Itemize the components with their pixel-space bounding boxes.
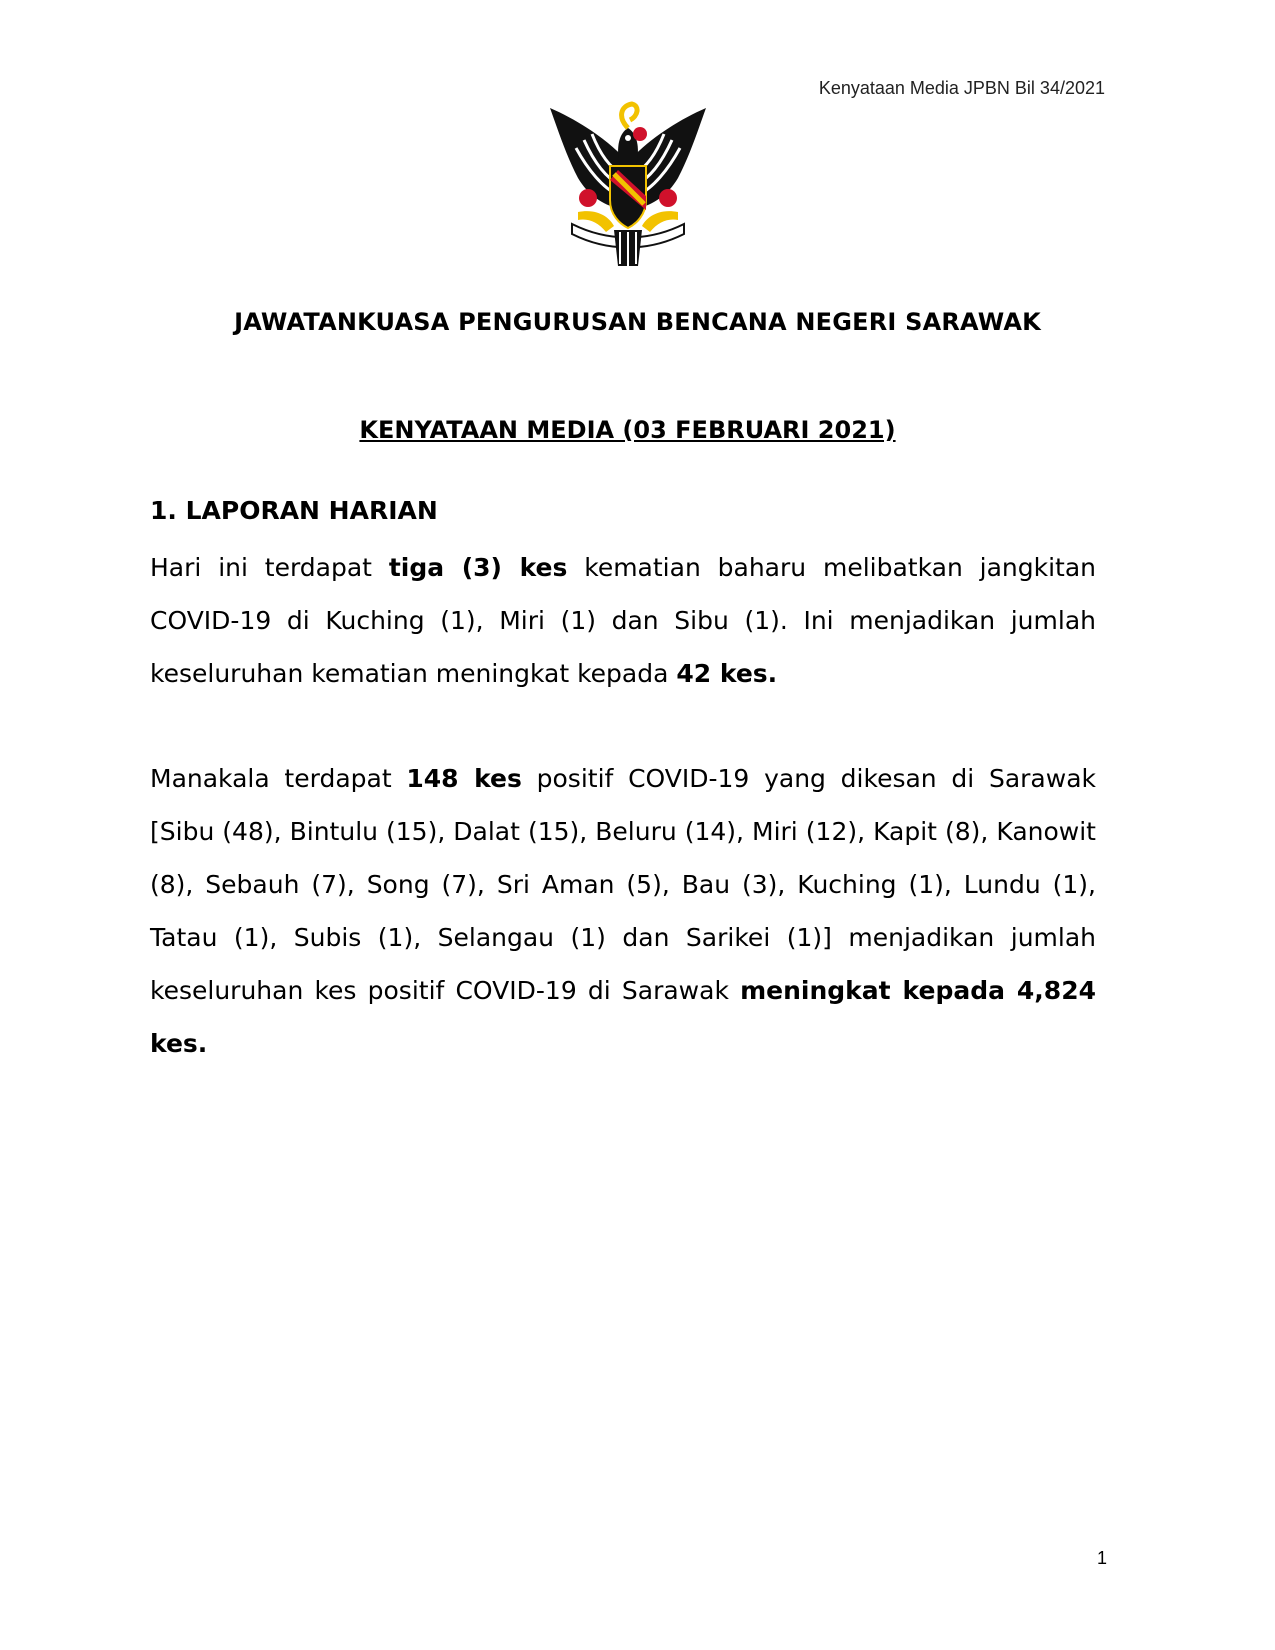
section-heading: 1. LAPORAN HARIAN [150, 496, 438, 525]
text-segment: kematian baharu melibatkan jangkitan COVID-19 di Kuching (1), Miri (1) dan Sibu (1). Ini menjadikan jumlah keseluruhan kematian meningkat kepada [150, 553, 1097, 688]
page-number: 1 [1096, 1548, 1107, 1568]
sarawak-coat-of-arms-icon [548, 100, 708, 270]
organization-title: JAWATANKUASA PENGURUSAN BENCANA NEGERI SARAWAK [234, 308, 1041, 336]
paragraph-case-report [150, 752, 1096, 1070]
bold-segment: tiga (3) kes [388, 553, 568, 582]
bold-segment: 42 kes. [676, 659, 778, 688]
paragraph-death-report [150, 541, 1096, 700]
text-segment: Manakala terdapat [150, 764, 407, 793]
document-reference: Kenyataan Media JPBN Bil 34/2021 [818, 78, 1105, 98]
bold-segment: 148 kes [406, 764, 522, 793]
text-segment: Hari ini terdapat [150, 553, 389, 582]
text-segment: positif COVID-19 yang dikesan di Sarawak [Sibu (48), Bintulu (15), Dalat (15), Beluru (14), Miri (12), Kapit (8), Kanowit (8), Sebauh (7), Song (7), Sri Aman (5), Bau (3), Kuching (1), Lundu (1), Tatau (1), Subis (1), Selangau (1) dan Sarikei (1)] menjadikan jumlah keseluruhan kes positif COVID-19 di Sarawak [150, 764, 1096, 1005]
media-statement-title: KENYATAAN MEDIA (03 FEBRUARI 2021) [359, 416, 896, 444]
bold-segment: meningkat kepada 4,824 kes. [150, 976, 1096, 1058]
